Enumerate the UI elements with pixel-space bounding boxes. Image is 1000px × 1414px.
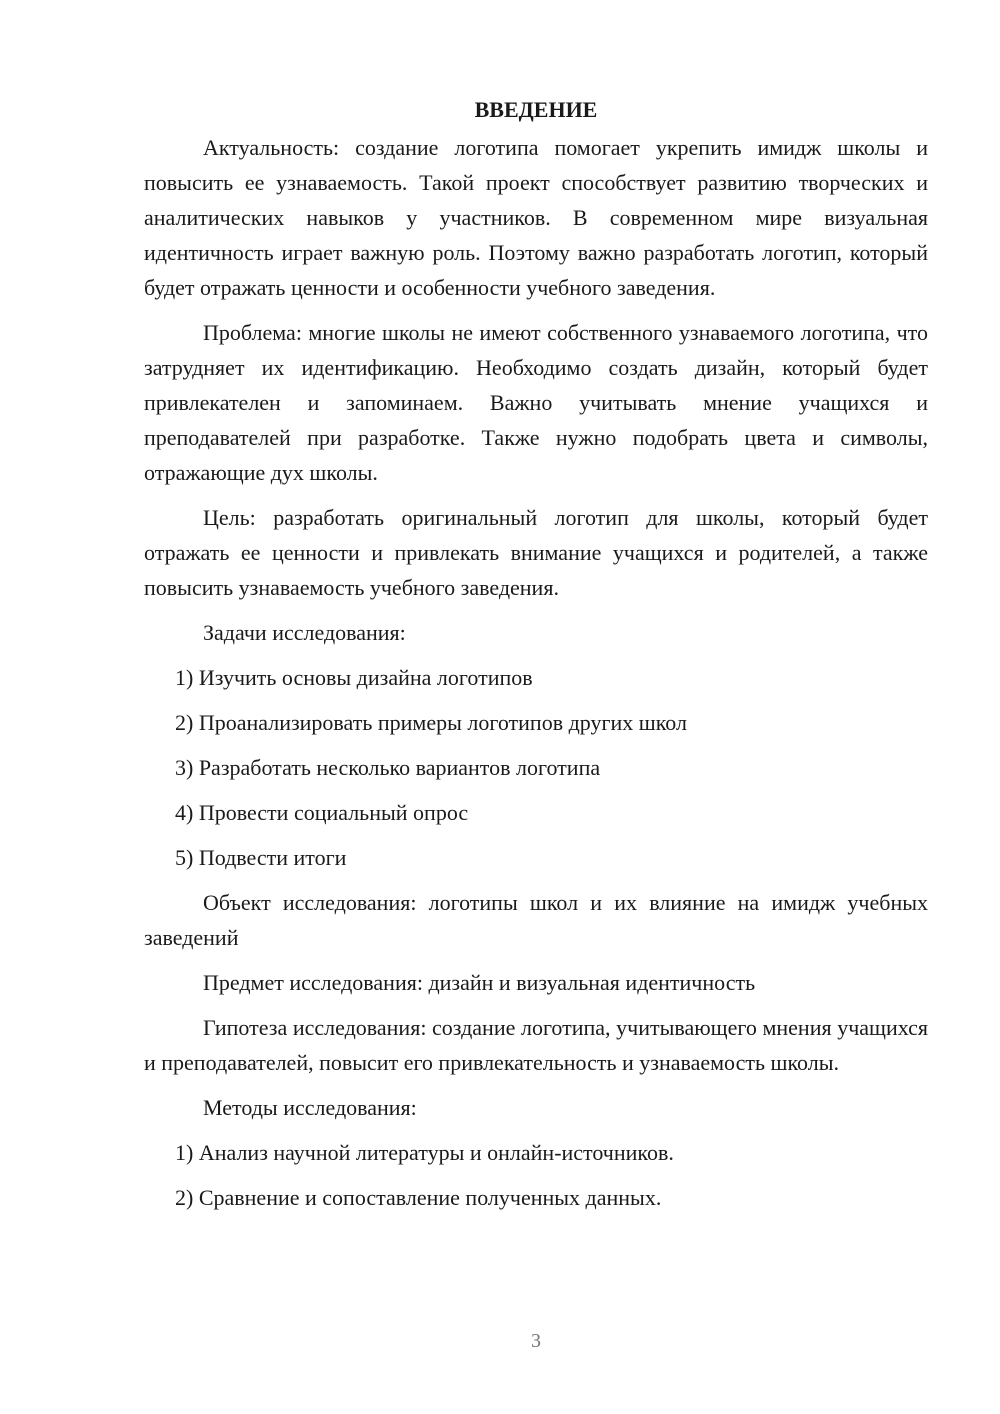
task-item: 3) Разработать несколько вариантов логотипа — [175, 755, 601, 780]
task-item: 1) Изучить основы дизайна логотипов — [175, 665, 533, 690]
page-number: 3 — [531, 1330, 541, 1352]
task-item: 5) Подвести итоги — [175, 845, 347, 870]
method-item: 2) Сравнение и сопоставление полученных данных. — [175, 1185, 662, 1210]
hypothesis-paragraph: Гипотеза исследования: создание логотипа, учитывающего мнения учащихся и преподавателей, повысит его привлекательность и узнаваемость школы. — [144, 1015, 928, 1075]
methods-heading: Методы исследования: — [203, 1095, 417, 1120]
task-item: 4) Провести социальный опрос — [175, 800, 469, 825]
section-title: ВВЕДЕНИЕ — [474, 97, 598, 122]
subject-paragraph: Предмет исследования: дизайн и визуальная идентичность — [203, 970, 756, 995]
object-paragraph: Объект исследования: логотипы школ и их влияние на имидж учебных заведений — [144, 890, 928, 950]
tasks-heading: Задачи исследования: — [203, 620, 406, 645]
task-item: 2) Проанализировать примеры логотипов других школ — [175, 710, 687, 735]
goal-paragraph: Цель: разработать оригинальный логотип для школы, который будет отражать ее ценности и привлекать внимание учащихся и родителей, а также повысить узнаваемость учебного заведения. — [144, 505, 928, 600]
page-content — [144, 92, 928, 1225]
problem-paragraph: Проблема: многие школы не имеют собственного узнаваемого логотипа, что затрудняет их идентификацию. Необходимо создать дизайн, который будет привлекателен и запоминаем. Важно учитывать мнение учащихся и преподавателей при разработке. Также нужно подобрать цвета и символы, отражающие дух школы. — [144, 320, 928, 485]
relevance-paragraph: Актуальность: создание логотипа помогает укрепить имидж школы и повысить ее узнаваемость. Такой проект способствует развитию творческих и аналитических навыков у участников. В современном мире визуальная идентичность играет важную роль. Поэтому важно разработать логотип, который будет отражать ценности и особенности учебного заведения. — [144, 135, 928, 300]
method-item: 1) Анализ научной литературы и онлайн-источников. — [175, 1140, 674, 1165]
